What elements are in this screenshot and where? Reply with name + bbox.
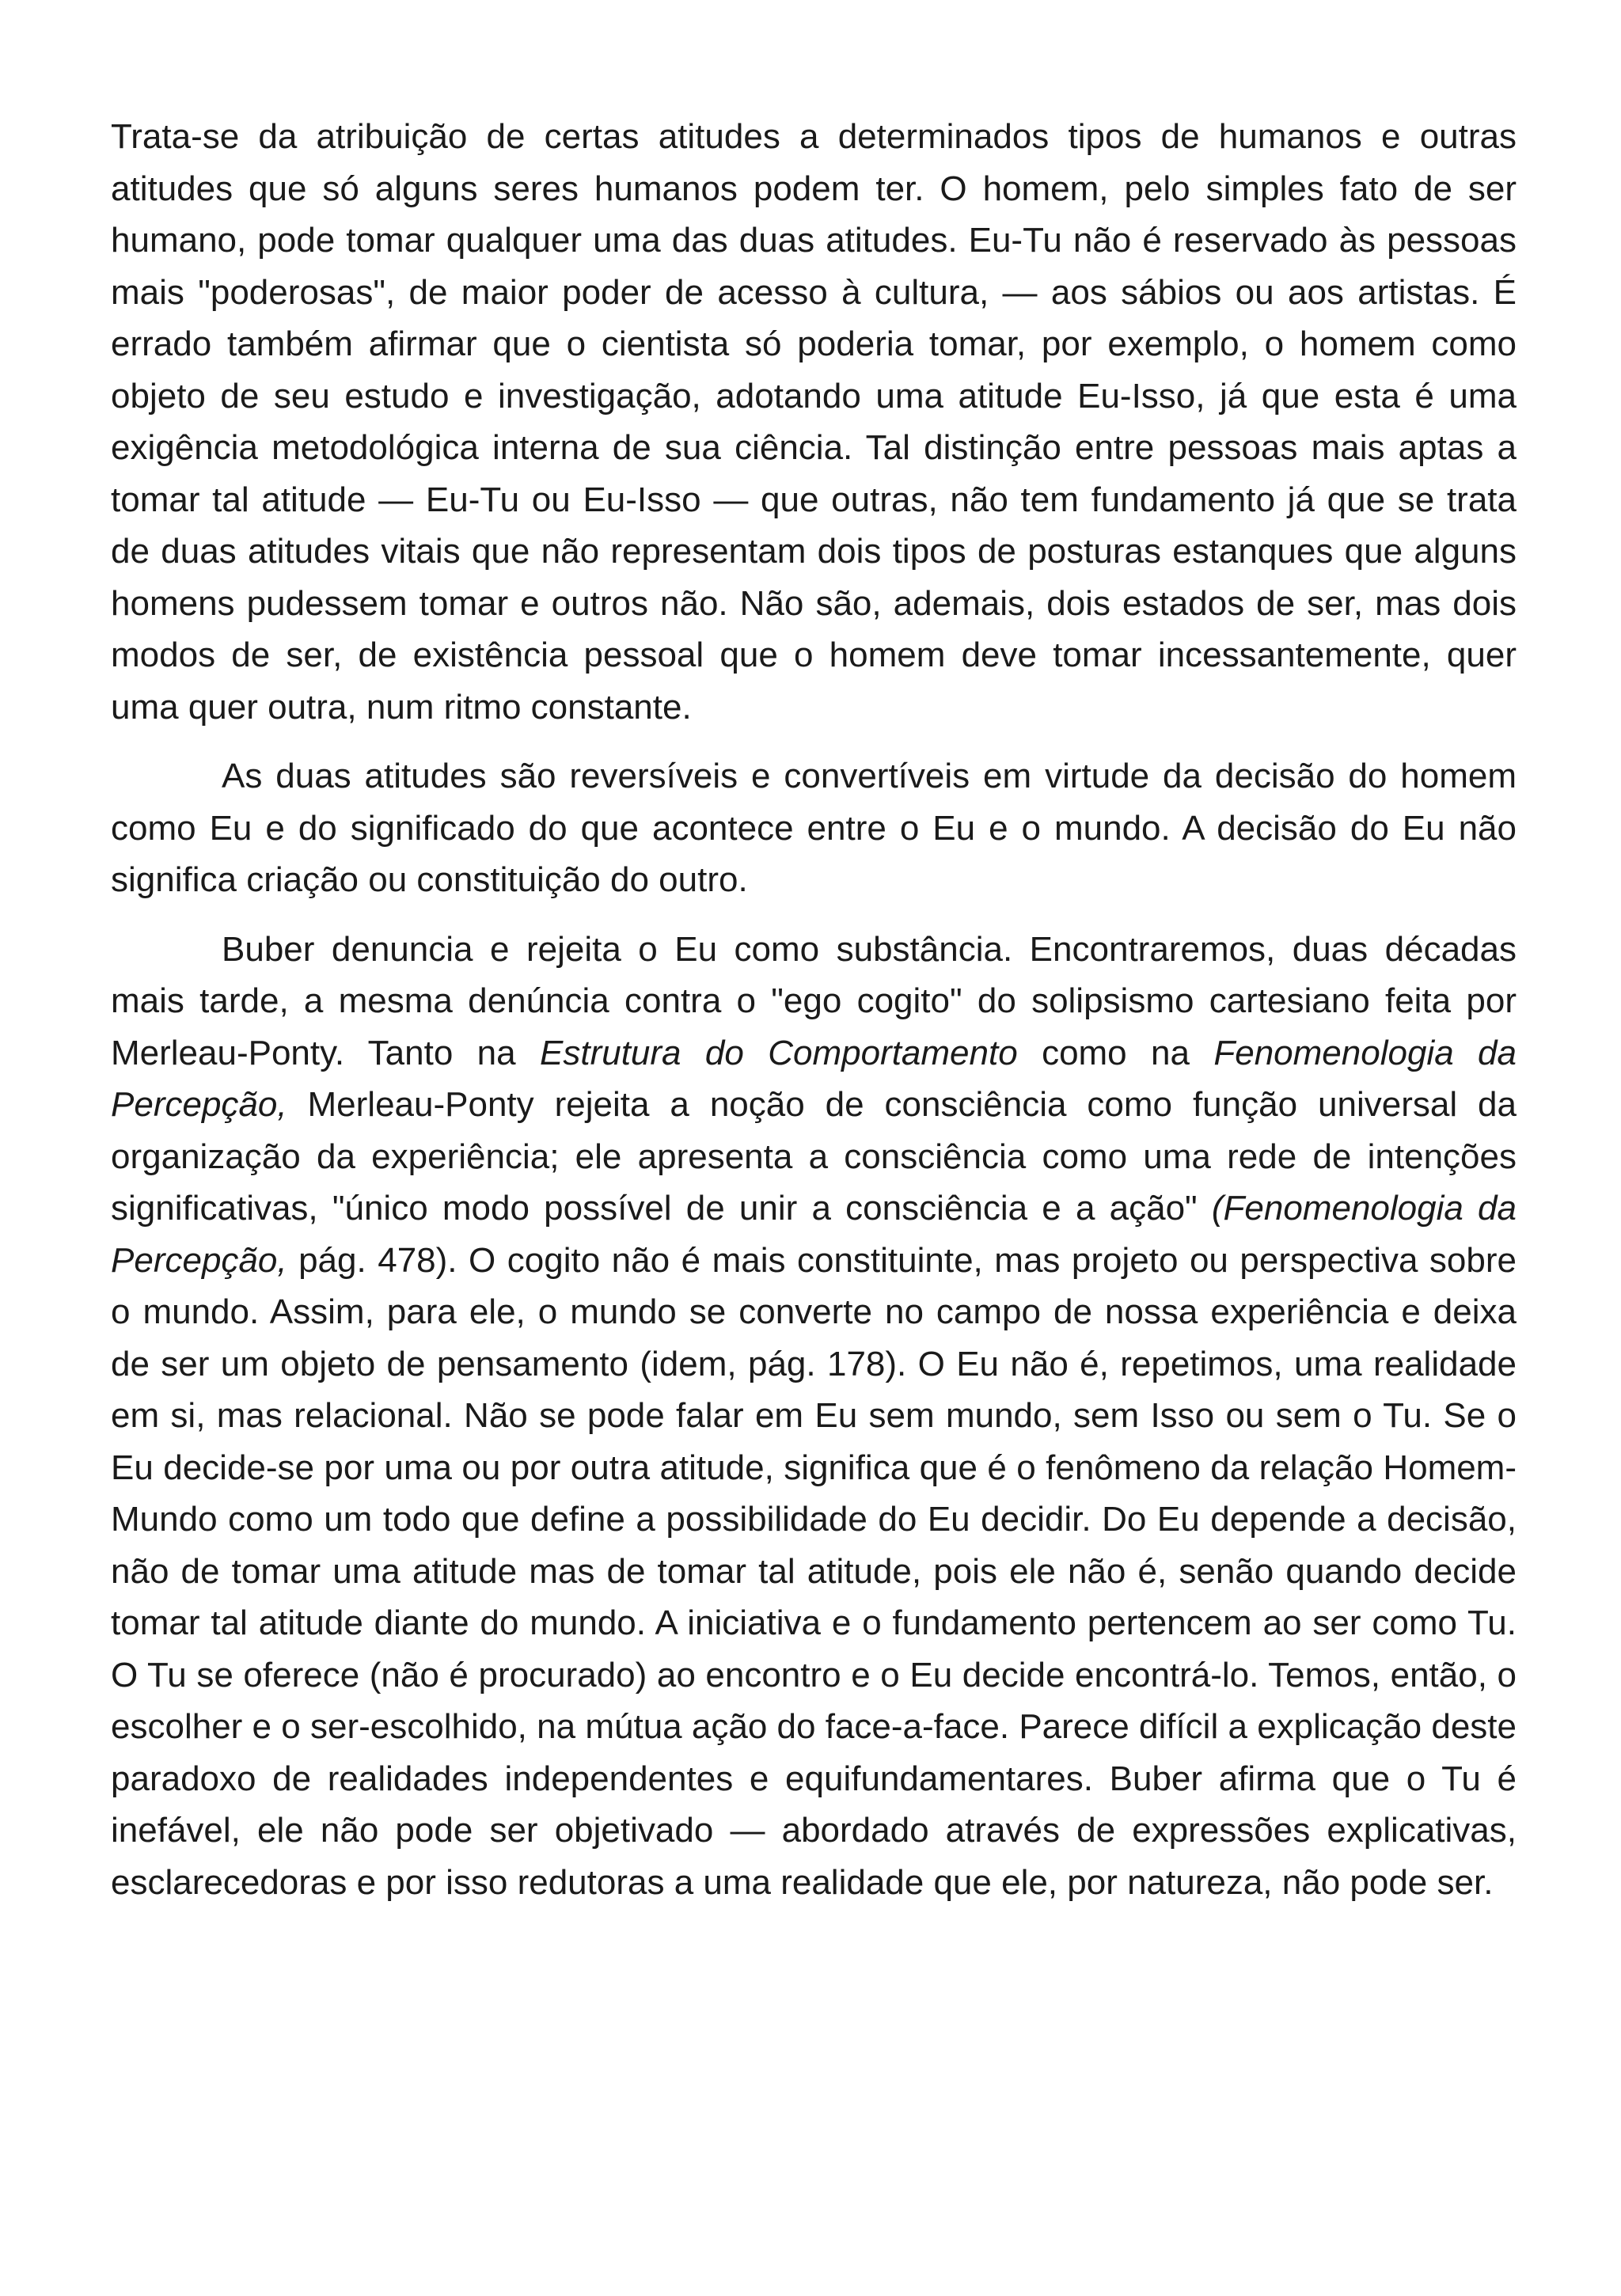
paragraph-2 (111, 750, 1517, 906)
paragraph-3 (111, 924, 1517, 1909)
document-page (111, 111, 1517, 1926)
text-segment: Merleau-Ponty rejeita a noção de consciência como função universal da organização da experiência; ele apresenta a consciência como uma rede de intenções significativas, "único modo possível de unir a consciência e a ação" (111, 1085, 1517, 1228)
italic-text-segment: Estrutura do Comportamento (540, 1033, 1018, 1072)
text-segment: como na (1017, 1033, 1214, 1072)
italic-text-segment: Fenomenologia da Percepção, (111, 1033, 1517, 1124)
text-segment: As duas atitudes são reversíveis e convertíveis em virtude da decisão do homem como Eu e do significado do que acontece entre o Eu e o mundo. A decisão do Eu não significa criação ou constituição do outro. (111, 757, 1517, 899)
text-segment: pág. 478). O cogito não é mais constituinte, mas projeto ou perspectiva sobre o mundo. Assim, para ele, o mundo se converte no campo de nossa experiência e deixa de ser um objeto de pensamento (idem, pág. 178). O Eu não é, repetimos, uma realidade em si, mas relacional. Não se pode falar em Eu sem mundo, sem Isso ou sem o Tu. Se o Eu decide-se por uma ou por outra atitude, significa que é o fenômeno da relação Homem-Mundo como um todo que define a possibilidade do Eu decidir. Do Eu depende a decisão, não de tomar uma atitude mas de tomar tal atitude, pois ele não é, senão quando decide tomar tal atitude diante do mundo. A iniciativa e o fundamento pertencem ao ser como Tu. O Tu se oferece (não é procurado) ao encontro e o Eu decide encontrá-lo. Temos, então, o escolher e o ser-escolhido, na mútua ação do face-a-face. Parece difícil a explicação deste paradoxo de realidades independentes e equifundamentares. Buber afirma que o Tu é inefável, ele não pode ser objetivado — abordado através de expressões explicativas, esclarecedoras e por isso redutoras a uma realidade que ele, por natureza, não pode ser. (111, 1240, 1517, 1902)
paragraph-1 (111, 111, 1517, 733)
text-segment: Trata-se da atribuição de certas atitudes a determinados tipos de humanos e outras atitudes que só alguns seres humanos podem ter. O homem, pelo simples fato de ser humano, pode tomar qualquer uma das duas atitudes. Eu-Tu não é reservado às pessoas mais "poderosas", de maior poder de acesso à cultura, — aos sábios ou aos artistas. É errado também afirmar que o cientista só poderia tomar, por exemplo, o homem como objeto de seu estudo e investigação, adotando uma atitude Eu-Isso, já que esta é uma exigência metodológica interna de sua ciência. Tal distinção entre pessoas mais aptas a tomar tal atitude — Eu-Tu ou Eu-Isso — que outras, não tem fundamento já que se trata de duas atitudes vitais que não representam dois tipos de posturas estanques que alguns homens pudessem tomar e outros não. Não são, ademais, dois estados de ser, mas dois modos de ser, de existência pessoal que o homem deve tomar incessantemente, quer uma quer outra, num ritmo constante. (111, 117, 1517, 727)
text-segment: Buber denuncia e rejeita o Eu como substância. Encontraremos, duas décadas mais tarde, a mesma denúncia contra o "ego cogito" do solipsismo cartesiano feita por Merleau-Ponty. Tanto na (111, 929, 1517, 1072)
italic-text-segment: (Fenomenologia da Percepção, (111, 1189, 1517, 1280)
